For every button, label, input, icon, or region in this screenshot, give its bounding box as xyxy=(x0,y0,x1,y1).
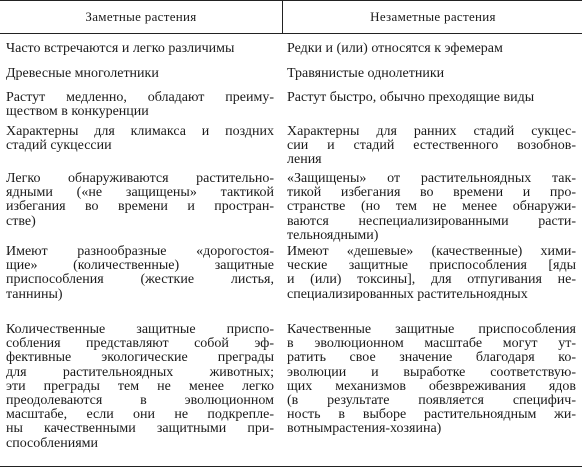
text-line: специализированных растительноядных xyxy=(287,286,528,302)
text-line: Травянистые однолетники xyxy=(287,66,445,81)
text-line: масштабе, если они не подкрепле- xyxy=(6,407,274,423)
row-3-right-cell xyxy=(287,91,576,105)
text-line: тикой избегания во времени и про- xyxy=(287,185,576,201)
text-line: таннины) xyxy=(6,286,63,302)
text-line: Растут быстро, обычно преходящие виды xyxy=(287,90,535,105)
text-line: щих механизмов обезвреживания ядов xyxy=(287,378,576,394)
text-line: эти преграды тем не менее легко xyxy=(6,378,274,394)
text-line: приспособления (жесткие листья, xyxy=(6,272,274,288)
text-line: Имеют «дешевые» (качественные) хими- xyxy=(287,244,576,259)
text-line: Характерны для климакса и поздних xyxy=(6,124,274,139)
text-line: сии и стадий естественного возобнов- xyxy=(287,138,576,154)
text-line: собления представляют собой эф- xyxy=(6,336,274,352)
text-line: ны качественными защитными при- xyxy=(6,421,274,437)
text-line: Имеют разнообразные «дорогостоя- xyxy=(6,244,274,259)
table-bottom-rule xyxy=(0,466,582,467)
text-line: странстве (но тем не менее обнаружи- xyxy=(287,199,576,215)
text-line: ваются неспециализированными расти- xyxy=(287,213,576,229)
text-line: Характерны для ранних стадий сукцес- xyxy=(287,124,576,139)
row-7-left-cell xyxy=(6,323,274,451)
text-line: стве) xyxy=(6,213,36,229)
text-line: в эволюционном масштабе могут ут- xyxy=(287,336,576,352)
text-line: Легко обнаруживаются растительно- xyxy=(6,171,274,186)
text-line: Качественные защитные приспособления xyxy=(287,322,576,337)
column-header-right: Незаметные растения xyxy=(370,9,496,24)
row-4-right-cell xyxy=(287,125,576,168)
row-6-right-cell xyxy=(287,245,576,302)
text-line: фективные экологические преграды xyxy=(6,350,274,366)
text-line: ядными («не защищены» тактикой xyxy=(6,185,274,201)
text-line: ществом в конкуренции xyxy=(6,104,149,120)
text-line: вотнымрастения-хозяина) xyxy=(287,421,442,437)
row-1-left-cell xyxy=(6,42,274,56)
text-line: Растут медленно, обладают преиму- xyxy=(6,90,274,105)
text-line: преодолеваются в эволюционном xyxy=(6,393,274,409)
row-4-left-cell xyxy=(6,125,274,153)
row-5-left-cell xyxy=(6,172,274,229)
row-7-right-cell xyxy=(287,323,576,437)
row-2-left-cell xyxy=(6,67,274,81)
row-6-left-cell xyxy=(6,245,274,302)
text-line: Древесные многолетники xyxy=(6,66,159,81)
text-line: избегания во времени и простран- xyxy=(6,199,274,215)
text-line: и (или) токсины], для отпугивания не- xyxy=(287,272,576,288)
column-header-left: Заметные растения xyxy=(85,9,197,24)
text-line: (в результате появляется специфич- xyxy=(287,393,576,409)
text-line: ления xyxy=(287,152,322,168)
text-line: Количественные защитные приспо- xyxy=(6,322,274,337)
text-line: тельноядными) xyxy=(287,227,379,243)
text-line: способлениями xyxy=(6,435,99,451)
text-line: Часто встречаются и легко различимы xyxy=(6,41,235,56)
text-line: эволюции и выработке соответствую- xyxy=(287,364,576,380)
row-2-right-cell xyxy=(287,67,576,81)
table-top-rule xyxy=(0,0,582,1)
row-3-left-cell xyxy=(6,91,274,119)
header-bottom-rule xyxy=(0,33,582,34)
text-line: для растительноядных животных; xyxy=(6,364,274,380)
text-line: ческие защитные приспособления [яды xyxy=(287,258,576,274)
row-1-right-cell xyxy=(287,42,576,56)
text-line: Редки и (или) относятся к эфемерам xyxy=(287,41,503,56)
text-line: ратить свое значение благодаря ко- xyxy=(287,350,576,366)
text-line: «Защищены» от растительноядных так- xyxy=(287,171,576,186)
text-line: ность в выборе растительноядным жи- xyxy=(287,407,576,423)
text-line: щие» (количественные) защитные xyxy=(6,258,274,274)
row-5-right-cell xyxy=(287,172,576,243)
header-column-divider xyxy=(282,0,283,33)
text-line: стадий сукцессии xyxy=(6,138,112,154)
